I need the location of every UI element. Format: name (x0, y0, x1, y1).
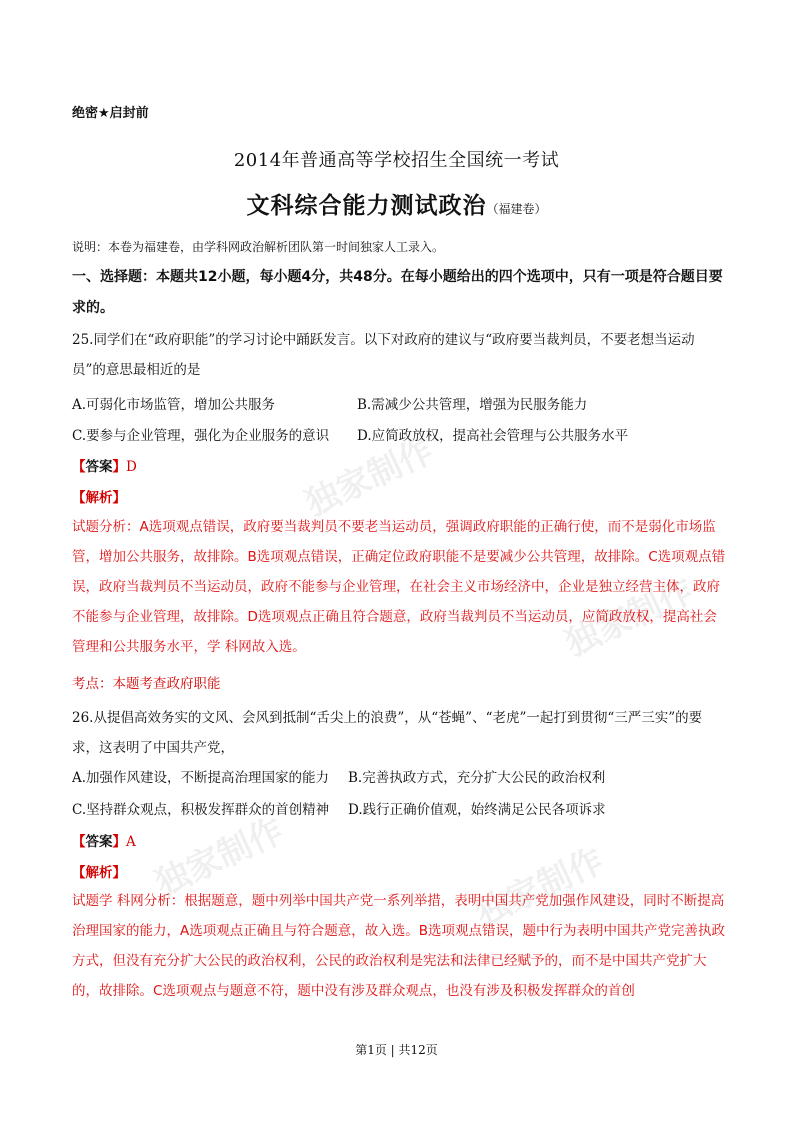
question-25-stem: 25.同学们在“政府职能”的学习讨论中踊跃发言。以下对政府的建议与“政府要当裁判员，不要老想当运动员”的意思最相近的是 (72, 332, 695, 378)
paper-title (0, 187, 793, 220)
page-footer: 第1页 | 共12页 (355, 1043, 438, 1057)
question-26-option-c: C.坚持群众观点，积极发挥群众的首创精神 (72, 802, 330, 818)
answer-value: D (126, 459, 137, 475)
question-25-option-d: D.应简政放权，提高社会管理与公共服务水平 (357, 428, 629, 444)
question-25-option-a: A.可弱化市场监管，增加公共服务 (72, 397, 276, 413)
question-26-stem: 26.从提倡高效务实的文风、会风到抵制“舌尖上的浪费”，从“苍蝇”、“老虎”一起打到贯彻“三严三实”的要求，这表明了中国共产党， (72, 710, 703, 756)
watermark: 独家制作 (469, 840, 610, 935)
section-heading: 一、选择题：本题共12小题，每小题4分，共48分。在每小题给出的四个选项中，只有一项是符合题目要求的。 (72, 269, 723, 316)
question-26-option-d: D.践行正确价值观，始终满足公民各项诉求 (348, 802, 606, 818)
question-26-analysis-label: 【解析】 (72, 865, 126, 881)
confidential-mark: 绝密★启封前 (72, 106, 149, 121)
question-25-point: 考点：本题考查政府职能 (72, 676, 221, 692)
watermark: 独家制作 (149, 810, 290, 905)
watermark: 独家制作 (559, 570, 700, 665)
paper-title-main: 文科综合能力测试政治 (246, 193, 487, 219)
question-25-answer: 【答案】D (72, 459, 137, 475)
answer-value: A (126, 834, 136, 850)
paper-title-province: （福建卷） (486, 202, 547, 216)
question-25-option-b: B.需减少公共管理，增强为民服务能力 (357, 397, 588, 413)
question-26-option-a: A.加强作风建设，不断提高治理国家的能力 (72, 770, 330, 786)
question-26-option-b: B.完善执政方式，充分扩大公民的政治权利 (348, 770, 606, 786)
exam-title: 2014年普通高等学校招生全国统一考试 (233, 150, 560, 171)
question-25-option-c: C.要参与企业管理，强化为企业服务的意识 (72, 428, 330, 444)
question-25-analysis: 试题分析：A选项观点错误，政府要当裁判员不要老当运动员，强调政府职能的正确行使，而不是弱化市场监管，增加公共服务，故排除。B选项观点错误，正确定位政府职能不是要减少公共管理，故排除。C选项观点错误，政府当裁判员不当运动员，政府不能参与企业管理，在社会主义市场经济中，企业是独立经营主体，政府不能参与企业管理，故排除。D选项观点正确且符合题意，政府当裁判员不当运动员，应简政放权，提高社会管理和公共服务水平，学 科网故入选。 (72, 519, 726, 655)
question-25-analysis-label: 【解析】 (72, 490, 126, 506)
answer-label: 答案 (85, 834, 113, 850)
question-26-analysis: 试题学 科网分析：根据题意，题中列举中国共产党一系列举措，表明中国共产党加强作风建设，同时不断提高治理国家的能力，A选项观点正确且与符合题意，故入选。B选项观点错误，题中行为表明中国共产党完善执政方式，但没有充分扩大公民的政治权利，公民的政治权利是宪法和法律已经赋予的，而不是中国共产党扩大的，故排除。C选项观点与题意不符，题中没有涉及群众观点，也没有涉及积极发挥群众的首创 (72, 893, 725, 999)
answer-label: 答案 (85, 459, 113, 475)
question-26-answer: 【答案】A (72, 834, 136, 850)
watermark: 独家制作 (299, 430, 440, 525)
paper-note: 说明：本卷为福建卷，由学科网政治解析团队第一时间独家人工录入。 (72, 240, 445, 254)
